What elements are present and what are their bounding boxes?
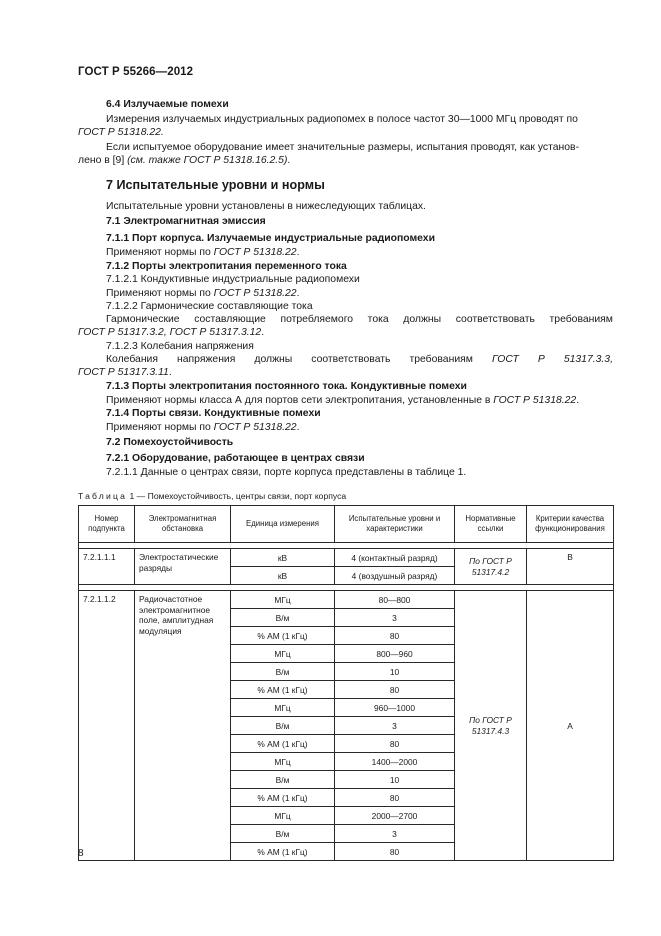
paragraph-line: Испытательные уровни установлены в нижеследующих таблицах. (106, 201, 426, 212)
cell-level: 4 (воздушный разряд) (335, 567, 455, 585)
word: тока (367, 314, 389, 325)
cell-unit: МГц (231, 699, 335, 717)
word: должны (254, 354, 293, 365)
header-references: Нормативные ссылки (455, 506, 527, 543)
word: соответствовать (455, 314, 535, 325)
cell-level: 10 (335, 663, 455, 681)
word: ГОСТ (491, 354, 519, 365)
section-7-1-2-title: 7.1.2 Порты электропитания переменного тока (106, 261, 347, 272)
table-caption (78, 491, 346, 501)
cell-level: 10 (335, 771, 455, 789)
cell-criterion: А (527, 591, 614, 861)
cell-level: 1400—2000 (335, 753, 455, 771)
cell-level: 80 (335, 681, 455, 699)
reference-span: (см. также ГОСТ Р 51318.16.2.5) (127, 155, 288, 166)
word: потребляемого (280, 314, 354, 325)
section-7-title: 7 Испытательные уровни и нормы (106, 178, 325, 192)
word: соответствовать (311, 354, 391, 365)
cell-unit: % АМ (1 кГц) (231, 735, 335, 753)
header-unit: Единица измерения (231, 506, 335, 543)
cell-level: 80 (335, 627, 455, 645)
reference-span: ГОСТ Р 51318.22 (493, 395, 577, 406)
cell-level: 80 (335, 735, 455, 753)
section-7-1-4-title: 7.1.4 Порты связи. Кондуктивные помехи (106, 408, 321, 419)
cell-level: 3 (335, 825, 455, 843)
paragraph-line (106, 421, 299, 434)
cell-criterion: В (527, 549, 614, 585)
cell-unit: МГц (231, 645, 335, 663)
text-span: лено в [9] (78, 155, 128, 166)
paragraph-line: 7.1.2.2 Гармонические составляющие тока (106, 301, 313, 312)
paragraph-line: 7.2.1.1 Данные о центрах связи, порте корпуса представлены в таблице 1. (106, 467, 467, 478)
header-levels: Испытательные уровни и характеристики (335, 506, 455, 543)
cell-level: 800—960 (335, 645, 455, 663)
word: Р (537, 354, 545, 365)
cell-level: 80 (335, 789, 455, 807)
paragraph-line: 7.1.2.1 Кондуктивные индустриальные радиопомехи (106, 274, 360, 285)
text-span: . (576, 395, 580, 406)
paragraph-line: Если испытуемое оборудование имеет значительные размеры, испытания проводят, как установ- (106, 142, 580, 153)
paragraph-line (78, 326, 264, 339)
cell-level: 4 (контактный разряд) (335, 549, 455, 567)
text-span: Применяют нормы по (106, 422, 214, 433)
word: должны (403, 314, 442, 325)
justified-line (106, 353, 613, 366)
text-span: . (287, 155, 291, 166)
section-7-1-1-title: 7.1.1 Порт корпуса. Излучаемые индустриальные радиопомехи (106, 233, 435, 244)
word: напряжения (177, 354, 236, 365)
section-7-1-3-title: 7.1.3 Порты электропитания постоянного тока. Кондуктивные помехи (106, 381, 467, 392)
paragraph-line (106, 394, 579, 407)
cell-unit: МГц (231, 591, 335, 609)
text-span: . (168, 367, 172, 378)
reference-span: ГОСТ Р 51318.22 (213, 422, 297, 433)
section-7-2-1-title: 7.2.1 Оборудование, работающее в центрах связи (106, 453, 365, 464)
text-span: . (296, 288, 300, 299)
cell-number: 7.2.1.1.2 (79, 591, 135, 861)
cell-environment: Радиочастотное электромагнитное поле, амплитудная модуляция (135, 591, 231, 861)
cell-unit: % АМ (1 кГц) (231, 627, 335, 645)
cell-level: 3 (335, 609, 455, 627)
header-criteria: Критерии качества функционирования (527, 506, 614, 543)
cell-reference: По ГОСТ Р 51317.4.2 (455, 549, 527, 585)
cell-unit: В/м (231, 609, 335, 627)
text-span: Применяют нормы по (106, 288, 214, 299)
cell-level: 2000—2700 (335, 807, 455, 825)
cell-level: 960—1000 (335, 699, 455, 717)
reference-span: ГОСТ Р 51318.22 (213, 288, 297, 299)
cell-unit: % АМ (1 кГц) (231, 843, 335, 861)
cell-unit: В/м (231, 825, 335, 843)
text-span: Применяют нормы класса А для портов сети электропитания, установленные в (106, 395, 494, 406)
word: требованиям (549, 314, 613, 325)
cell-level: 80 (335, 843, 455, 861)
word: составляющие (194, 314, 266, 325)
caption-text: 1 — Помехоустойчивость, центры связи, порт корпуса (127, 491, 347, 501)
cell-reference: По ГОСТ Р 51317.4.3 (455, 591, 527, 861)
word: Колебания (106, 354, 158, 365)
cell-level: 3 (335, 717, 455, 735)
table-row (79, 549, 614, 567)
cell-unit: МГц (231, 753, 335, 771)
table-row (79, 591, 614, 609)
paragraph-line: ГОСТ Р 51318.22. (78, 127, 164, 138)
immunity-table (78, 505, 614, 861)
section-6-4-title: 6.4 Излучаемые помехи (106, 99, 229, 110)
paragraph-line: 7.1.2.3 Колебания напряжения (106, 341, 254, 352)
cell-unit: % АМ (1 кГц) (231, 681, 335, 699)
paragraph-line (106, 287, 299, 300)
reference-span: ГОСТ Р 51318.22 (213, 247, 297, 258)
paragraph-line (78, 154, 290, 167)
word: 51317.3.3, (563, 354, 613, 365)
text-span: . (261, 327, 265, 338)
word: требованиям (409, 354, 473, 365)
word: Гармонические (106, 314, 180, 325)
text-span: . (296, 247, 300, 258)
justified-line (106, 313, 613, 326)
section-7-2-title: 7.2 Помехоустойчивость (106, 437, 234, 448)
reference-span: ГОСТ Р 51317.3.11 (78, 367, 169, 378)
document-code: ГОСТ Р 55266—2012 (78, 66, 194, 78)
section-7-1-title: 7.1 Электромагнитная эмиссия (106, 216, 266, 227)
text-span: Применяют нормы по (106, 247, 214, 258)
paragraph-line (106, 246, 299, 259)
table-header-row (79, 506, 614, 543)
cell-level: 80—800 (335, 591, 455, 609)
cell-unit: В/м (231, 771, 335, 789)
header-number: Номер подпункта (79, 506, 135, 543)
caption-label: Таблица (78, 491, 128, 501)
cell-environment: Электростатические разряды (135, 549, 231, 585)
cell-unit: кВ (231, 549, 335, 567)
paragraph-line (78, 366, 172, 379)
cell-unit: кВ (231, 567, 335, 585)
reference-span: ГОСТ Р 51317.3.2, ГОСТ Р 51317.3.12 (78, 327, 262, 338)
cell-unit: В/м (231, 663, 335, 681)
cell-unit: % АМ (1 кГц) (231, 789, 335, 807)
header-environment: Электромагнитная обстановка (135, 506, 231, 543)
paragraph-line: Измерения излучаемых индустриальных радиопомех в полосе частот 30—1000 МГц проводят по (106, 114, 578, 125)
page-number: 8 (78, 848, 84, 859)
cell-unit: МГц (231, 807, 335, 825)
cell-number: 7.2.1.1.1 (79, 549, 135, 585)
text-span: . (296, 422, 300, 433)
cell-unit: В/м (231, 717, 335, 735)
